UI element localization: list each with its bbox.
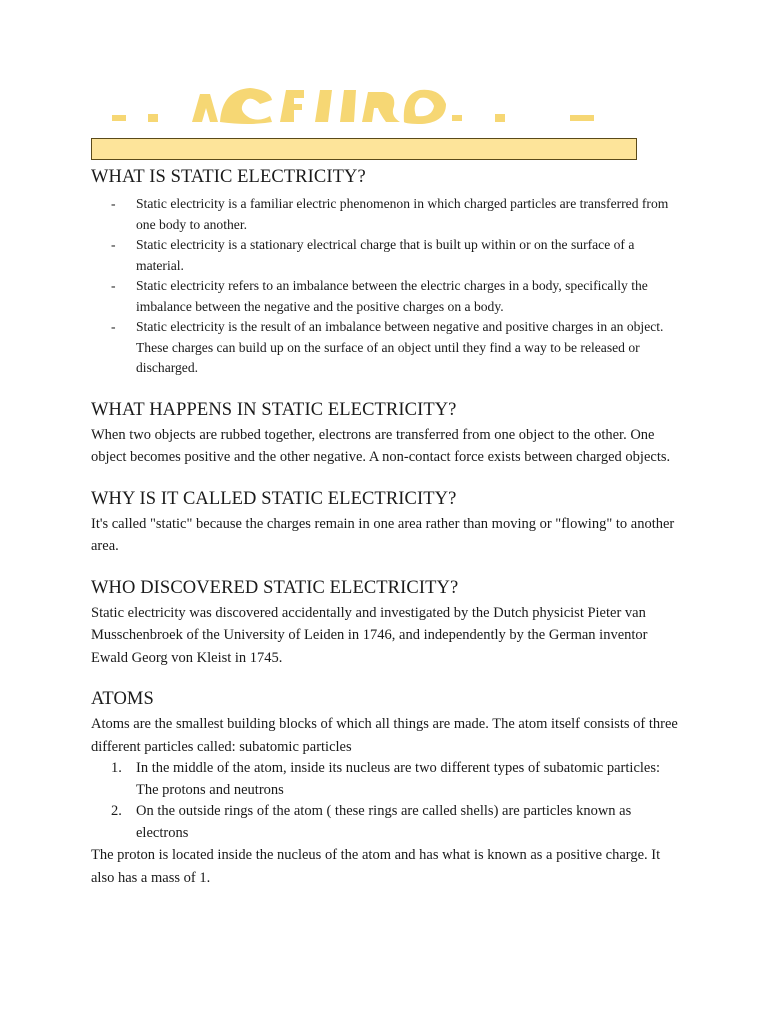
- section-heading: WHY IS IT CALLED STATIC ELECTRICITY?: [91, 488, 457, 509]
- bullet-text: Static electricity refers to an imbalance between the electric charges in a body, specifically the imbalance between the negative and the positive charges on a body.: [136, 278, 648, 314]
- document-body: [91, 166, 681, 889]
- bullet-text: Static electricity is a familiar electric phenomenon in which charged particles are transferred from one body to another.: [136, 196, 669, 232]
- section-heading: ATOMS: [91, 689, 154, 709]
- section-paragraph: It's called "static" because the charges remain in one area rather than moving or "flowing" to another area.: [91, 515, 675, 554]
- numbered-text: In the middle of the atom, inside its nucleus are two different types of subatomic particles: The protons and neutrons: [136, 760, 661, 798]
- section-heading: WHO DISCOVERED STATIC ELECTRICITY?: [91, 577, 459, 598]
- section-why-called: [91, 488, 681, 558]
- highlight-bar: [91, 138, 637, 160]
- section-heading: WHAT IS STATIC ELECTRICITY?: [91, 167, 366, 187]
- section-atoms: [91, 688, 681, 889]
- bullet-marker: -: [111, 196, 116, 211]
- section-who-discovered: [91, 577, 681, 670]
- numbered-item: [91, 801, 681, 844]
- section-paragraph: When two objects are rubbed together, electrons are transferred from one object to the other. One object becomes positive and the other negative. A non-contact force exists between charged objects.: [91, 426, 671, 465]
- number-marker: 1.: [111, 760, 122, 776]
- numbered-text: On the outside rings of the atom ( these rings are called shells) are particles known as electrons: [136, 803, 632, 841]
- bullet-item: [91, 194, 681, 235]
- bullet-text: Static electricity is a stationary electrical charge that is built up within or on the surface of a material.: [136, 237, 635, 273]
- section-what-is: [91, 166, 681, 379]
- section-paragraph: Static electricity was discovered accidentally and investigated by the Dutch physicist Pieter van Musschenbroek of the University of Leiden in 1746, and independently by the German inventor Ewald Georg von Kleist in 1745.: [91, 604, 648, 666]
- decorative-title-graphic: [100, 60, 620, 128]
- bullet-item: [91, 317, 681, 379]
- bullet-list: [91, 194, 681, 379]
- bullet-item: [91, 276, 681, 317]
- numbered-item: [91, 758, 681, 801]
- section-paragraph: Atoms are the smallest building blocks of which all things are made. The atom itself consists of three different particles called: subatomic particles: [91, 716, 678, 755]
- bullet-item: [91, 235, 681, 276]
- closing-paragraph: The proton is located inside the nucleus of the atom and has what is known as a positive charge. It also has a mass of 1.: [91, 847, 661, 886]
- decorative-title-fragment: [100, 60, 620, 128]
- number-marker: 2.: [111, 803, 122, 819]
- section-what-happens: [91, 399, 681, 469]
- section-heading: WHAT HAPPENS IN STATIC ELECTRICITY?: [91, 399, 457, 420]
- bullet-marker: -: [111, 237, 116, 252]
- bullet-text: Static electricity is the result of an imbalance between negative and positive charges in an object. These charges can build up on the surface of an object until they find a way to be released or discharged.: [136, 319, 664, 375]
- numbered-list: [91, 758, 681, 844]
- bullet-marker: -: [111, 319, 116, 334]
- bullet-marker: -: [111, 278, 116, 293]
